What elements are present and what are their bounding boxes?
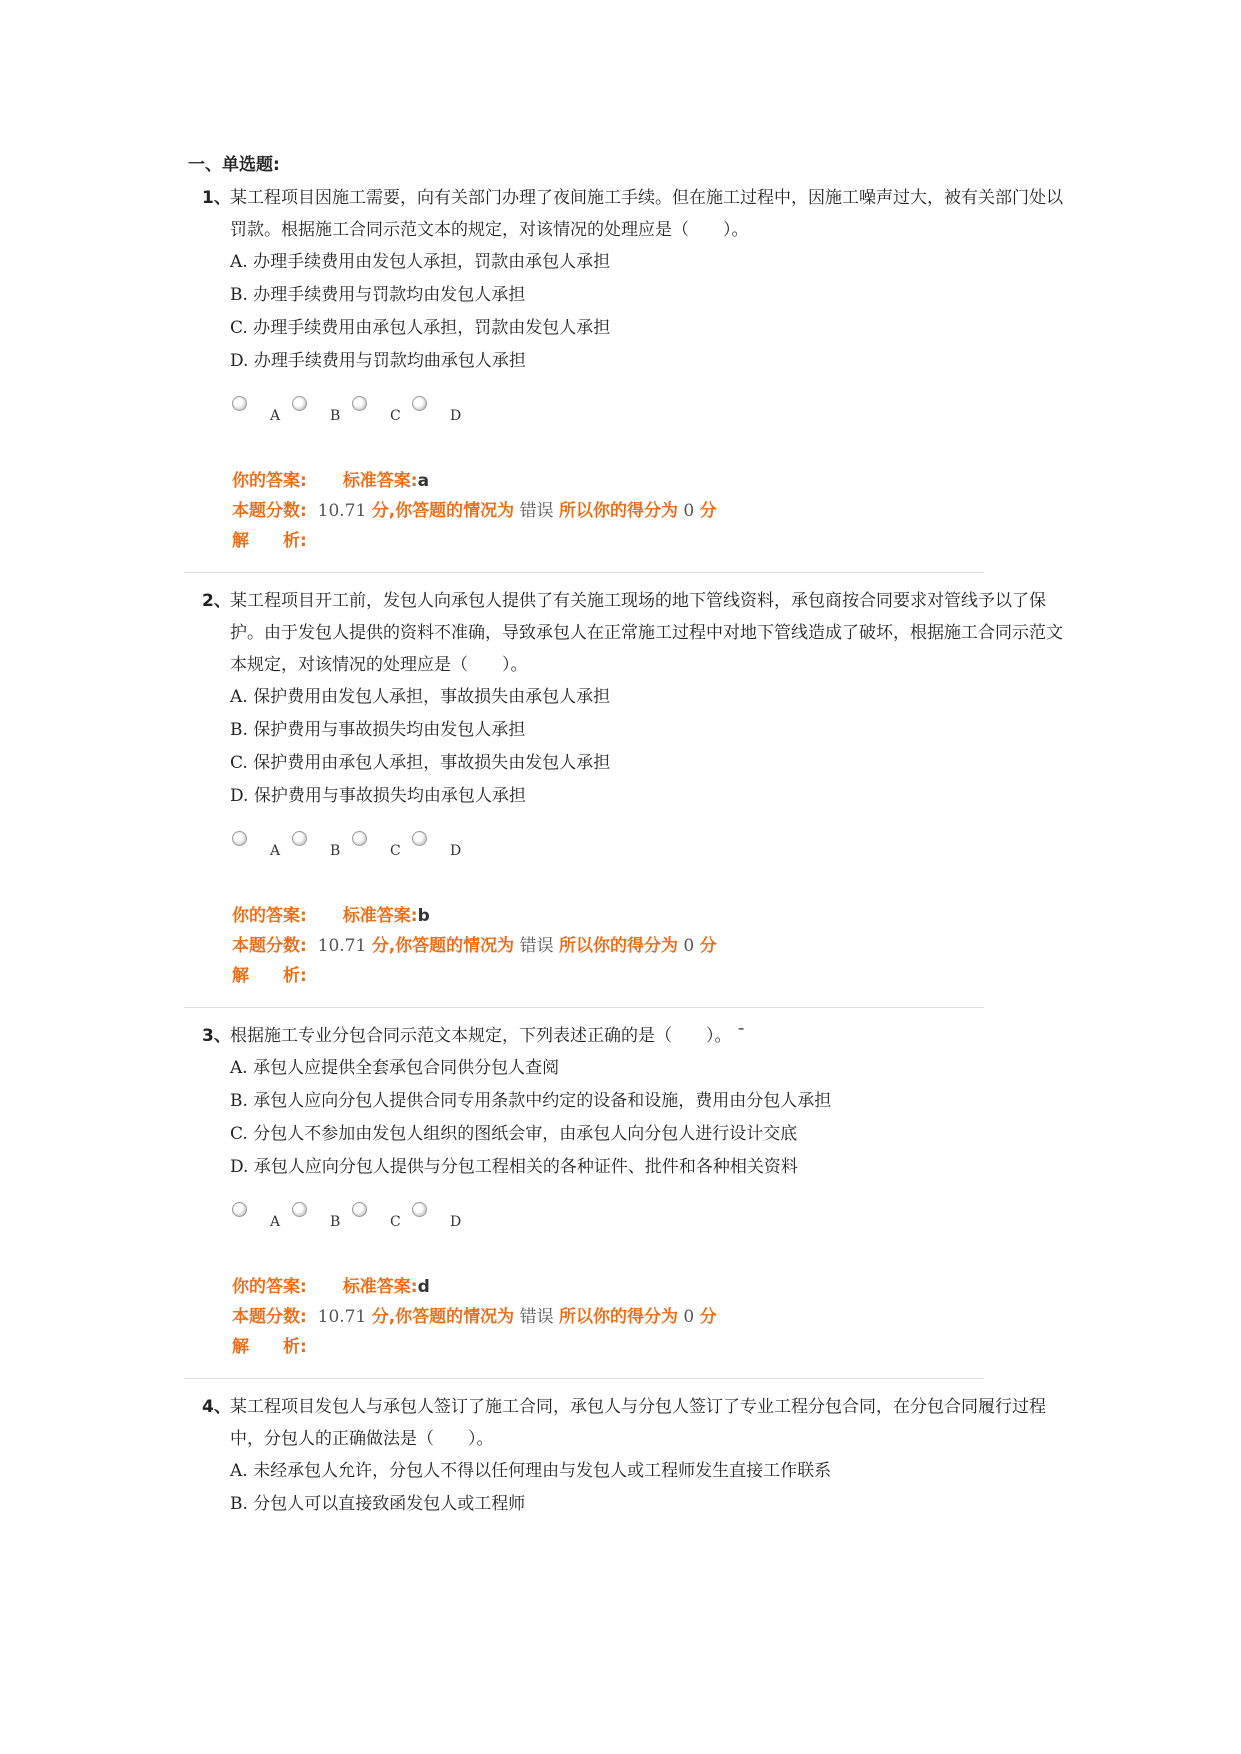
standard-answer-label: 标准答案: <box>342 1277 418 1297</box>
radio-option-d[interactable] <box>412 1202 472 1232</box>
radio-option-d[interactable] <box>412 396 472 426</box>
score-label: 本题分数: <box>232 1307 307 1327</box>
radio-label: D <box>450 408 462 424</box>
radio-label: B <box>330 843 341 859</box>
option-a: A. 办理手续费用由发包人承担，罚款由承包人承担 <box>230 252 611 272</box>
fen-label: 分 <box>699 501 717 521</box>
radio-option-c[interactable] <box>352 1202 412 1232</box>
option-d: D. 办理手续费用与罚款均曲承包人承担 <box>230 351 526 371</box>
standard-answer-value: d <box>417 1277 430 1297</box>
radio-option-c[interactable] <box>352 831 412 861</box>
radio-label: B <box>330 1214 341 1230</box>
fen-label: 分 <box>699 1307 717 1327</box>
radio-option-a[interactable] <box>232 396 292 426</box>
question-text: 某工程项目开工前，发包人向承包人提供了有关施工现场的地下管线资料，承包商按合同要求对管线予以了保护。由于发包人提供的资料不准确，导致承包人在正常施工过程中对地下管线造成了破坏，根据施工合同示范文本规定，对该情况的处理应是（ ）。 <box>230 591 1063 675</box>
score-row <box>232 1302 1068 1332</box>
situation-label: 分,你答题的情况为 <box>371 501 515 521</box>
radio-option-b[interactable] <box>292 1202 352 1232</box>
options-list <box>204 1052 1068 1184</box>
question-text: 某工程项目发包人与承包人签订了施工合同，承包人与分包人签订了专业工程分包合同，在分包合同履行过程中，分包人的正确做法是（ ）。 <box>230 1397 1046 1449</box>
analysis-row <box>232 961 1068 991</box>
your-score-label: 所以你的得分为 <box>558 1307 678 1327</box>
radio-option-d[interactable] <box>412 831 472 861</box>
result-value: 错误 <box>519 936 554 956</box>
radio-group <box>204 831 1068 861</box>
option-c: C. 办理手续费用由承包人承担，罚款由发包人承担 <box>230 318 611 338</box>
analysis-label: 解 析: <box>232 966 307 986</box>
radio-group <box>204 396 1068 426</box>
result-value: 错误 <box>519 1307 554 1327</box>
question-number: 4、 <box>202 1397 231 1417</box>
answer-panel <box>204 901 1068 991</box>
question-number: 2、 <box>202 591 231 611</box>
options-list <box>204 681 1068 813</box>
radio-option-c[interactable] <box>352 396 412 426</box>
option-a: A. 承包人应提供全套承包合同供分包人查阅 <box>230 1058 560 1078</box>
radio-button-icon[interactable] <box>292 1202 307 1217</box>
question-1 <box>188 182 1068 573</box>
radio-button-icon[interactable] <box>292 396 307 411</box>
radio-label: D <box>450 1214 462 1230</box>
radio-label: C <box>390 408 401 424</box>
your-score-label: 所以你的得分为 <box>558 501 678 521</box>
score-label: 本题分数: <box>232 936 307 956</box>
radio-option-a[interactable] <box>232 1202 292 1232</box>
analysis-row <box>232 1332 1068 1362</box>
your-answer-label: 你的答案: <box>232 906 307 926</box>
question-number: 1、 <box>202 188 231 208</box>
radio-group <box>204 1202 1068 1232</box>
score-value: 10.71 <box>317 501 367 521</box>
radio-button-icon[interactable] <box>352 396 367 411</box>
radio-label: C <box>390 1214 401 1230</box>
answer-row <box>232 466 1068 496</box>
your-answer-label: 你的答案: <box>232 1277 307 1297</box>
option-a: A. 未经承包人允许，分包人不得以任何理由与发包人或工程师发生直接工作联系 <box>230 1461 832 1481</box>
radio-button-icon[interactable] <box>352 831 367 846</box>
question-4 <box>188 1391 1068 1521</box>
radio-button-icon[interactable] <box>412 1202 427 1217</box>
your-score-label: 所以你的得分为 <box>558 936 678 956</box>
divider <box>184 1007 984 1008</box>
your-score-value: 0 <box>683 1307 695 1327</box>
radio-option-a[interactable] <box>232 831 292 861</box>
radio-button-icon[interactable] <box>412 396 427 411</box>
option-c: C. 保护费用由承包人承担，事故损失由发包人承担 <box>230 753 611 773</box>
score-label: 本题分数: <box>232 501 307 521</box>
fen-label: 分 <box>699 936 717 956</box>
question-3 <box>188 1020 1068 1379</box>
answer-row <box>232 1272 1068 1302</box>
analysis-row <box>232 526 1068 556</box>
radio-button-icon[interactable] <box>292 831 307 846</box>
radio-label: A <box>270 843 281 859</box>
situation-label: 分,你答题的情况为 <box>371 1307 515 1327</box>
section-title: 一、单选题: <box>188 155 280 175</box>
radio-button-icon[interactable] <box>352 1202 367 1217</box>
options-list <box>204 1455 1068 1521</box>
radio-option-b[interactable] <box>292 831 352 861</box>
option-b: B. 承包人应向分包人提供合同专用条款中约定的设备和设施，费用由分包人承担 <box>230 1091 832 1111</box>
option-c: C. 分包人不参加由发包人组织的图纸会审，由承包人向分包人进行设计交底 <box>230 1124 798 1144</box>
divider <box>184 1378 984 1379</box>
question-text: 根据施工专业分包合同示范文本规定，下列表述正确的是（ ）。 ¯ <box>230 1026 746 1046</box>
option-d: D. 承包人应向分包人提供与分包工程相关的各种证件、批件和各种相关资料 <box>230 1157 798 1177</box>
radio-option-b[interactable] <box>292 396 352 426</box>
score-row <box>232 931 1068 961</box>
radio-label: B <box>330 408 341 424</box>
exam-page <box>188 150 1068 1521</box>
radio-button-icon[interactable] <box>232 831 247 846</box>
answer-panel <box>204 466 1068 556</box>
your-answer-label: 你的答案: <box>232 471 307 491</box>
standard-answer-label: 标准答案: <box>342 906 418 926</box>
radio-label: D <box>450 843 462 859</box>
answer-panel <box>204 1272 1068 1362</box>
radio-label: A <box>270 408 281 424</box>
standard-answer-label: 标准答案: <box>342 471 418 491</box>
analysis-label: 解 析: <box>232 531 307 551</box>
options-list <box>204 246 1068 378</box>
your-score-value: 0 <box>683 936 695 956</box>
option-b: B. 办理手续费用与罚款均由发包人承担 <box>230 285 526 305</box>
analysis-label: 解 析: <box>232 1337 307 1357</box>
question-2 <box>188 585 1068 1008</box>
divider <box>184 572 984 573</box>
question-stem <box>202 182 1068 246</box>
standard-answer-value: b <box>417 906 430 926</box>
question-stem <box>202 585 1068 681</box>
radio-button-icon[interactable] <box>232 396 247 411</box>
score-row <box>232 496 1068 526</box>
your-score-value: 0 <box>683 501 695 521</box>
result-value: 错误 <box>519 501 554 521</box>
situation-label: 分,你答题的情况为 <box>371 936 515 956</box>
option-b: B. 分包人可以直接致函发包人或工程师 <box>230 1494 526 1514</box>
radio-label: A <box>270 1214 281 1230</box>
question-number: 3、 <box>202 1026 231 1046</box>
score-value: 10.71 <box>317 1307 367 1327</box>
radio-button-icon[interactable] <box>232 1202 247 1217</box>
radio-label: C <box>390 843 401 859</box>
option-a: A. 保护费用由发包人承担，事故损失由承包人承担 <box>230 687 611 707</box>
radio-button-icon[interactable] <box>412 831 427 846</box>
answer-row <box>232 901 1068 931</box>
question-stem <box>202 1020 1068 1052</box>
option-d: D. 保护费用与事故损失均由承包人承担 <box>230 786 526 806</box>
question-text: 某工程项目因施工需要，向有关部门办理了夜间施工手续。但在施工过程中，因施工噪声过大，被有关部门处以罚款。根据施工合同示范文本的规定，对该情况的处理应是（ ）。 <box>230 188 1063 240</box>
standard-answer-value: a <box>417 471 430 491</box>
option-b: B. 保护费用与事故损失均由发包人承担 <box>230 720 526 740</box>
score-value: 10.71 <box>317 936 367 956</box>
question-stem <box>202 1391 1068 1455</box>
